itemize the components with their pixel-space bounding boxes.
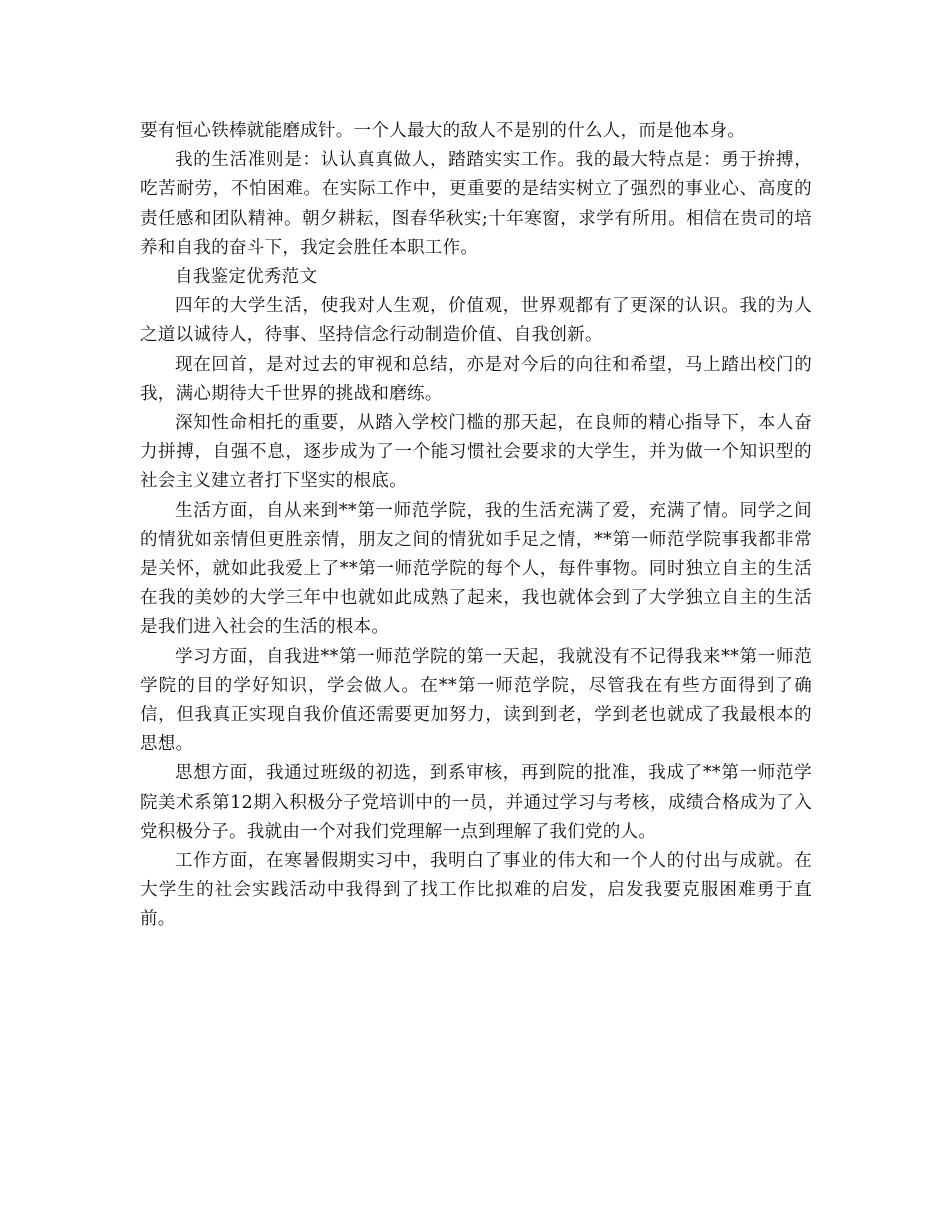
paragraph-continuation: 要有恒心铁棒就能磨成针。一个人最大的敌人不是别的什么人，而是他本身。	[140, 121, 746, 141]
paragraph-life-aspect: 生活方面，自从来到**第一师范学院，我的生活充满了爱，充满了情。同学之间的情犹如亲情但更胜亲情，朋友之间的情犹如手足之情，**第一师范学院事我都非常是关怀，就如此我爱上了**第一师范学院的每个人，每件事物。同时独立自主的生活在我的美妙的大学三年中也就如此成熟了起来，我也就体会到了大学独立自主的生活是我们进入社会的生活的根本。	[140, 500, 812, 638]
paragraph-importance: 深知性命相托的重要，从踏入学校门槛的那天起，在良师的精心指导下，本人奋力拼搏，自强不息，逐步成为了一个能习惯社会要求的大学生，并为做一个知识型的社会主义建立者打下坚实的根底。	[140, 413, 812, 492]
paragraph-four-years: 四年的大学生活，使我对人生观，价值观，世界观都有了更深的认识。我的为人之道以诚待人，待事、坚持信念行动制造价值、自我创新。	[140, 296, 812, 346]
paragraph-work-aspect: 工作方面，在寒暑假期实习中，我明白了事业的伟大和一个人的付出与成就。在大学生的社会实践活动中我得到了找工作比拟难的启发，启发我要克服困难勇于直前。	[140, 851, 812, 930]
document-body	[140, 117, 812, 935]
paragraph-study-aspect: 学习方面，自我进**第一师范学院的第一天起，我就没有不记得我来**第一师范学院的目的学好知识，学会做人。在**第一师范学院，尽管我在有些方面得到了确信，但我真正实现自我价值还需要更加努力，读到到老，学到老也就成了我最根本的思想。	[140, 646, 812, 755]
paragraph-thought-aspect: 思想方面，我通过班级的初选，到系审核，再到院的批准，我成了**第一师范学院美术系第12期入积极分子党培训中的一员，并通过学习与考核，成绩合格成为了入党积极分子。我就由一个对我们党理解一点到理解了我们党的人。	[140, 763, 812, 842]
section-heading: 自我鉴定优秀范文	[175, 267, 318, 288]
paragraph-looking-back: 现在回首，是对过去的审视和总结，亦是对今后的向往和希望，马上踏出校门的我，满心期待大千世界的挑战和磨练。	[140, 354, 812, 404]
paragraph-life-principles: 我的生活准则是：认认真真做人，踏踏实实工作。我的最大特点是：勇于拚搏，吃苦耐劳，不怕困难。在实际工作中，更重要的是结实树立了强烈的事业心、高度的责任感和团队精神。朝夕耕耘，图春华秋实;十年寒窗，求学有所用。相信在贵司的培养和自我的奋斗下，我定会胜任本职工作。	[140, 150, 812, 258]
